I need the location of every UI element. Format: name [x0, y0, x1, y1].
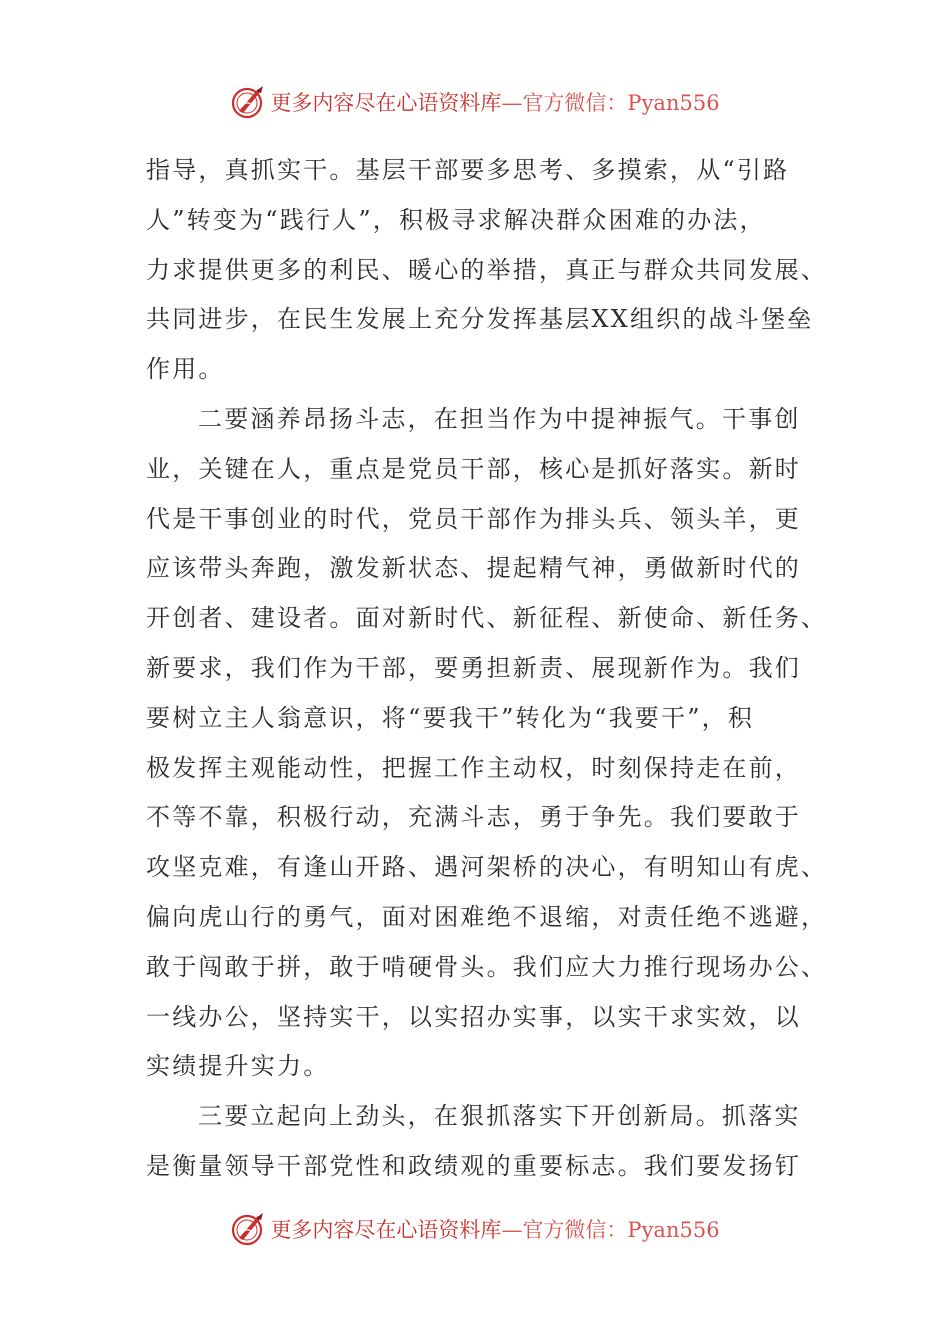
text-line: 要树立主人翁意识，将“要我干”转化为“我要干”，积 — [146, 703, 755, 732]
text-line: 是衡量领导干部党性和政绩观的重要标志。我们要发扬钉 — [146, 1151, 801, 1180]
text-line: 实绩提升实力。 — [146, 1052, 330, 1081]
text-line: 开创者、建设者。面对新时代、新征程、新使命、新任务、 — [146, 604, 828, 633]
paragraph-first-line: 三要立起向上劲头，在狠抓落实下开创新局。抓落实 — [198, 1102, 801, 1131]
watermark-separator: — — [501, 91, 523, 115]
text-line: 代是干事创业的时代，党员干部作为排头兵、领头羊，更 — [146, 504, 801, 533]
text-line: 应该带头奔跑，激发新状态、提起精气神，勇做新时代的 — [146, 554, 801, 583]
watermark-contact: 官方微信：Pyan556 — [522, 91, 720, 115]
text-line: 一线办公，坚持实干，以实招办实事，以实干求实效，以 — [146, 1002, 801, 1031]
text-line: 人”转变为“践行人”，积极寻求解决群众困难的办法， — [146, 205, 766, 234]
text-line: 不等不靠，积极行动，充满斗志，勇于争先。我们要敢于 — [146, 803, 801, 832]
header-watermark-banner — [0, 82, 950, 122]
text-line: 共同进步，在民生发展上充分发挥基层XX组织的战斗堡垒 — [146, 305, 814, 334]
watermark-separator: — — [501, 1218, 523, 1242]
watermark-contact: 官方微信：Pyan556 — [522, 1218, 720, 1242]
watermark-text — [270, 1214, 719, 1244]
watermark-text — [270, 87, 719, 117]
text-line: 业，关键在人，重点是党员干部，核心是抓好落实。新时 — [146, 454, 801, 483]
document-body-text — [146, 146, 828, 1192]
text-line: 极发挥主观能动性，把握工作主动权，时刻保持走在前， — [146, 753, 801, 782]
watermark-brand: 更多内容尽在心语资料库 — [270, 91, 502, 115]
watermark-brand: 更多内容尽在心语资料库 — [270, 1218, 502, 1242]
text-line: 新要求，我们作为干部，要勇担新责、展现新作为。我们 — [146, 653, 801, 682]
text-line: 敢于闯敢于拼，敢于啃硬骨头。我们应大力推行现场办公、 — [146, 952, 828, 981]
paragraph-first-line: 二要涵养昂扬斗志，在担当作为中提神振气。干事创 — [198, 404, 801, 433]
text-line: 偏向虎山行的勇气，面对困难绝不退缩，对责任绝不逃避， — [146, 902, 828, 931]
footer-watermark-banner — [0, 1209, 950, 1249]
text-line: 力求提供更多的利民、暖心的举措，真正与群众共同发展、 — [146, 255, 828, 284]
quill-seal-logo-icon — [230, 1211, 266, 1247]
text-line: 攻坚克难，有逢山开路、遇河架桥的决心，有明知山有虎、 — [146, 853, 828, 882]
quill-seal-logo-icon — [230, 84, 266, 120]
text-line: 作用。 — [146, 355, 225, 384]
text-line: 指导，真抓实干。基层干部要多思考、多摸索，从“引路 — [146, 156, 790, 184]
